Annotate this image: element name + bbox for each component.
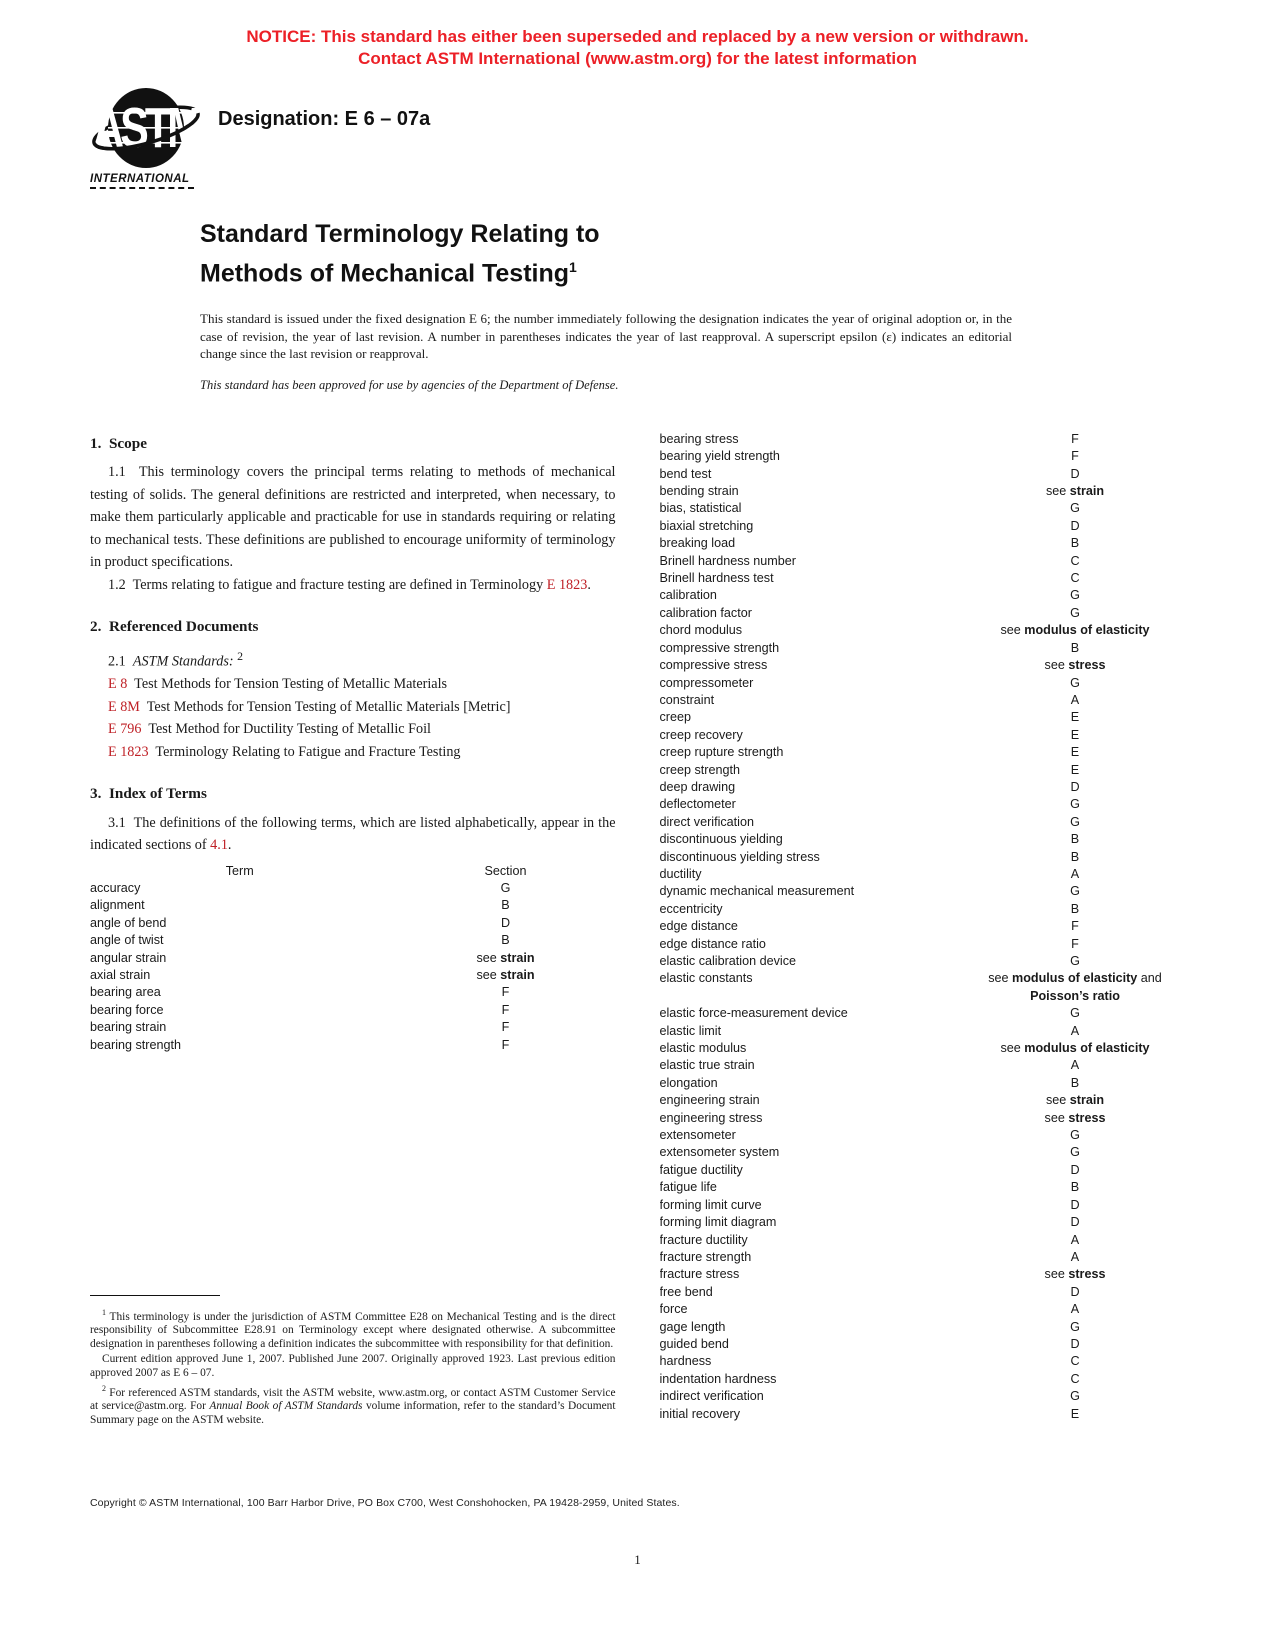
index-section: C xyxy=(1070,1371,1080,1386)
index-row xyxy=(660,1197,1186,1214)
index-term: bearing area xyxy=(90,985,161,1000)
scope-paragraph-1-2: 1.2 Terms relating to fatigue and fracture testing are defined in Terminology E 1823. xyxy=(108,576,591,593)
index-row xyxy=(660,1110,1186,1127)
index-term: edge distance xyxy=(659,919,738,934)
index-section: G xyxy=(1070,954,1080,969)
index-row xyxy=(90,897,616,914)
index-term: elastic calibration device xyxy=(659,954,797,969)
index-section: D xyxy=(1070,466,1080,481)
index-term: creep strength xyxy=(659,762,741,777)
index-term: indentation hardness xyxy=(659,1371,777,1386)
index-row xyxy=(660,1023,1186,1040)
index-row xyxy=(660,849,1186,866)
index-row xyxy=(90,915,616,932)
index-section: A xyxy=(1070,1302,1080,1317)
index-term: edge distance ratio xyxy=(659,936,766,951)
index-row xyxy=(660,762,1186,779)
scope-paragraph-1-1: 1.1 This terminology covers the principal terms relating to methods of mechanical testing of solids. The general definitions are restricted and interpreted, when necessary, to make them particularly applicable and practicable for use in standards requiring or relating to mechanical tests. These definitions are published to encourage uniformity of terminology in product specifications. xyxy=(90,464,616,571)
index-section: D xyxy=(1070,1284,1080,1299)
index-section: G xyxy=(1070,797,1080,812)
referenced-standards-list xyxy=(90,673,616,763)
index-section: A xyxy=(1070,1058,1080,1073)
index-row xyxy=(660,1005,1186,1022)
index-row xyxy=(660,1371,1186,1388)
index-row xyxy=(660,1284,1186,1301)
index-row xyxy=(660,657,1186,674)
supersession-notice xyxy=(0,0,1275,70)
index-term: angle of twist xyxy=(90,933,164,948)
index-section: G xyxy=(1070,884,1080,899)
index-row xyxy=(660,936,1186,953)
index-section: G xyxy=(1070,814,1080,829)
index-section: B xyxy=(1070,849,1080,864)
index-row xyxy=(660,727,1186,744)
index-row xyxy=(660,744,1186,761)
index-row xyxy=(660,1249,1186,1266)
index-term: bearing yield strength xyxy=(659,449,780,464)
scope-heading: 1. Scope xyxy=(90,434,147,452)
index-term: compressive stress xyxy=(659,658,768,673)
index-row xyxy=(660,448,1186,465)
index-term: engineering strain xyxy=(659,1093,760,1108)
index-section: E xyxy=(1070,710,1080,725)
index-section: F xyxy=(1071,919,1079,934)
index-section: see stress xyxy=(1044,658,1106,673)
index-row xyxy=(660,1075,1186,1092)
two-column-body xyxy=(90,431,1185,1429)
index-section: G xyxy=(1070,588,1080,603)
index-section: A xyxy=(1070,866,1080,881)
index-term: compressometer xyxy=(659,675,754,690)
index-table-right xyxy=(660,431,1186,1423)
index-section: F xyxy=(501,1037,510,1052)
astm-logo-subtext: INTERNATIONAL xyxy=(90,173,190,185)
index-section: F xyxy=(501,1002,510,1017)
astm-standards-subheading: 2.1 ASTM Standards: $^2$ xyxy=(108,648,244,670)
index-term: discontinuous yielding xyxy=(659,832,783,847)
index-section: F xyxy=(501,1020,510,1035)
index-row xyxy=(660,1057,1186,1074)
index-section: B xyxy=(1070,536,1080,551)
index-section: see stress xyxy=(1044,1267,1106,1282)
index-row xyxy=(90,984,616,1001)
index-row xyxy=(660,1214,1186,1231)
index-term: fatigue ductility xyxy=(659,1162,743,1177)
index-term: extensometer system xyxy=(659,1145,780,1160)
footnote-rule xyxy=(90,1295,220,1296)
index-term: fracture stress xyxy=(659,1267,740,1282)
index-term: Brinell hardness number xyxy=(659,553,797,568)
index-section: B xyxy=(501,933,510,948)
index-term: discontinuous yielding stress xyxy=(659,849,820,864)
index-row xyxy=(660,1353,1186,1370)
issue-note: This standard is issued under the fixed designation E 6; the number immediately following the designation indicates the year of original adoption or, in the case of revision, the year of last revision. A number in parentheses indicates the year of last reapproval. A superscript epsilon (ε) indicates an editorial change since the last revision or reapproval. xyxy=(200,311,1012,362)
notice-line-1: NOTICE: This standard has either been superseded and replaced by a new version or withdrawn. xyxy=(246,27,1029,46)
index-term: calibration factor xyxy=(659,605,752,620)
index-section: see strain xyxy=(1045,1093,1105,1108)
index-row xyxy=(660,535,1186,552)
standard-code-link[interactable]: E 1823 xyxy=(108,743,149,760)
index-row xyxy=(660,814,1186,831)
index-term: fracture ductility xyxy=(659,1232,748,1247)
index-section: see modulus of elasticity xyxy=(1000,623,1150,638)
index-term: creep xyxy=(659,710,692,725)
index-row xyxy=(660,1232,1186,1249)
page-title xyxy=(200,218,1185,290)
index-term: constraint xyxy=(659,692,715,707)
index-term: eccentricity xyxy=(659,901,723,916)
index-paragraph-3-1: 3.1 The definitions of the following terms, which are listed alphabetically, appear in the indicated sections of 4.1. xyxy=(90,814,616,854)
index-row xyxy=(660,1336,1186,1353)
standard-code-link[interactable]: E 8 xyxy=(108,676,128,693)
document-header xyxy=(90,86,1185,198)
astm-logo-icon xyxy=(90,86,202,172)
index-section: see strain xyxy=(476,950,535,965)
title-line-1: Standard Terminology Relating to xyxy=(200,220,600,248)
index-row xyxy=(660,918,1186,935)
index-term: axial strain xyxy=(90,968,151,982)
index-row xyxy=(660,1319,1186,1336)
link-e1823[interactable]: E 1823 xyxy=(546,576,588,593)
notice-line-2: Contact ASTM International (www.astm.org) for the latest information xyxy=(358,49,917,68)
index-row xyxy=(660,500,1186,517)
index-term: bending strain xyxy=(659,484,739,499)
index-term: bearing stress xyxy=(659,431,739,446)
link-4-1[interactable]: 4.1 xyxy=(210,837,228,854)
title-footnote-ref[interactable]: 1 xyxy=(569,259,577,275)
index-term: indirect verification xyxy=(659,1389,764,1404)
index-row xyxy=(660,1406,1186,1423)
index-section: see strain xyxy=(476,968,535,982)
index-row xyxy=(660,901,1186,918)
index-term: fracture strength xyxy=(659,1249,752,1264)
index-row xyxy=(660,587,1186,604)
index-section: B xyxy=(1070,901,1080,916)
index-row xyxy=(660,1266,1186,1283)
index-row xyxy=(90,950,616,967)
index-section: C xyxy=(1070,553,1080,568)
index-section: G xyxy=(1070,605,1080,620)
index-section: B xyxy=(1070,832,1080,847)
index-section: E xyxy=(1070,727,1080,742)
footnote-1-edition: Current edition approved June 1, 2007. Published June 2007. Originally approved 1923. Last previous edition approved 2007 as E 6 – 07. xyxy=(90,1353,616,1379)
index-row xyxy=(660,553,1186,570)
index-section: F xyxy=(1071,936,1079,951)
index-section: E xyxy=(1070,1406,1080,1421)
index-row xyxy=(660,466,1186,483)
index-row xyxy=(660,1127,1186,1144)
dod-approval-note: This standard has been approved for use by agencies of the Department of Defense. xyxy=(200,377,619,392)
index-row xyxy=(90,880,616,897)
index-section: see strain xyxy=(1045,484,1105,499)
index-term: elastic modulus xyxy=(659,1041,747,1056)
index-section: F xyxy=(1071,449,1079,464)
index-row xyxy=(660,1092,1186,1109)
index-term: creep recovery xyxy=(659,727,743,742)
logo-dashed-rule xyxy=(90,187,194,189)
index-row xyxy=(660,1388,1186,1405)
index-section: A xyxy=(1070,692,1080,707)
designation-label: Designation: E 6 – 07a xyxy=(218,108,431,130)
index-term: calibration xyxy=(659,588,717,603)
index-row xyxy=(660,1162,1186,1179)
svg-text:ASTM: ASTM xyxy=(93,95,199,160)
index-row xyxy=(660,831,1186,848)
index-row xyxy=(90,1019,616,1036)
index-row xyxy=(660,622,1186,639)
footnote-2: $^2$ For referenced ASTM standards, visit the ASTM website, www.astm.org, or contact ASTM Customer Service at service@astm.org. For Annual Book of ASTM Standards volume information, refer to the standard’s Document Summary page on the ASTM website. xyxy=(90,1383,616,1427)
index-section: see modulus of elasticity and Poisson’s ratio xyxy=(988,971,1162,1003)
index-term: compressive strength xyxy=(659,640,780,655)
index-section: G xyxy=(1070,501,1080,516)
referenced-standard xyxy=(108,696,616,719)
index-term: elongation xyxy=(659,1075,718,1090)
standard-code-link[interactable]: E 8M xyxy=(108,698,140,715)
index-section: see modulus of elasticity xyxy=(1000,1041,1150,1056)
index-row xyxy=(660,1301,1186,1318)
index-term: creep rupture strength xyxy=(659,745,784,760)
index-term: hardness xyxy=(659,1354,712,1369)
index-row xyxy=(660,779,1186,796)
index-row xyxy=(660,1040,1186,1057)
index-term: dynamic mechanical measurement xyxy=(659,884,855,899)
index-section: D xyxy=(1070,1336,1080,1351)
index-row xyxy=(660,953,1186,970)
index-section: A xyxy=(1070,1249,1080,1264)
index-row xyxy=(660,796,1186,813)
referenced-documents-heading: 2. Referenced Documents xyxy=(90,618,259,636)
index-row xyxy=(90,932,616,949)
footnote-2-ref[interactable]: 2 xyxy=(237,648,244,663)
index-row xyxy=(660,570,1186,587)
left-column xyxy=(90,431,616,1429)
index-column-term: Term xyxy=(225,863,254,878)
index-term: free bend xyxy=(659,1284,713,1299)
index-section: A xyxy=(1070,1232,1080,1247)
copyright-line: Copyright © ASTM International, 100 Barr Harbor Drive, PO Box C700, West Conshohocken, PA 19428-2959, United States. xyxy=(90,1497,680,1509)
index-column-section: Section xyxy=(484,863,527,878)
index-section: G xyxy=(1070,1006,1080,1021)
index-term: chord modulus xyxy=(659,623,743,638)
index-row xyxy=(660,483,1186,500)
index-section: G xyxy=(1070,1319,1080,1334)
index-term: elastic true strain xyxy=(659,1058,755,1073)
index-term: bias, statistical xyxy=(659,501,742,516)
footnotes-block xyxy=(90,1295,616,1429)
index-section: E xyxy=(1070,762,1080,777)
index-table-left xyxy=(90,863,616,1054)
index-term: gage length xyxy=(659,1319,726,1334)
index-term: bearing strength xyxy=(90,1037,182,1052)
index-section: B xyxy=(1070,1180,1080,1195)
index-section: F xyxy=(501,985,510,1000)
index-section: D xyxy=(1070,779,1080,794)
footnote-1: $^1$ This terminology is under the jurisdiction of ASTM Committee E28 on Mechanical Testing and is the direct responsibility of Subcommittee E28.91 on Terminology except where designated otherwise. A subcommittee designation in parentheses following a definition indicates the subcommittee with responsibility for that definition. xyxy=(90,1307,616,1351)
index-term: ductility xyxy=(659,866,702,881)
index-section: G xyxy=(500,880,511,895)
index-section: A xyxy=(1070,1023,1080,1038)
index-section: D xyxy=(1070,1215,1080,1230)
index-term: elastic force-measurement device xyxy=(659,1006,848,1021)
index-term: deep drawing xyxy=(659,779,736,794)
index-row xyxy=(90,1002,616,1019)
index-row xyxy=(660,605,1186,622)
index-row xyxy=(660,692,1186,709)
index-row xyxy=(660,431,1186,448)
index-section: G xyxy=(1070,1389,1080,1404)
index-section: B xyxy=(1070,1075,1080,1090)
index-row xyxy=(90,967,616,984)
index-section: C xyxy=(1070,571,1080,586)
index-section: D xyxy=(1070,1197,1080,1212)
referenced-standard xyxy=(108,741,616,764)
index-row xyxy=(660,1179,1186,1196)
index-term: initial recovery xyxy=(659,1406,740,1421)
index-term: Brinell hardness test xyxy=(659,571,774,586)
index-row xyxy=(660,675,1186,692)
index-term: alignment xyxy=(90,898,145,913)
index-term: bearing force xyxy=(90,1002,164,1017)
index-term: bearing strain xyxy=(90,1020,167,1035)
index-row xyxy=(660,970,1186,1005)
index-section: E xyxy=(1070,745,1080,760)
index-rows-left xyxy=(90,880,616,1054)
index-section: D xyxy=(500,915,511,930)
index-row xyxy=(660,709,1186,726)
index-section: G xyxy=(1070,1128,1080,1143)
index-term: forming limit curve xyxy=(659,1197,762,1212)
index-row xyxy=(660,1144,1186,1161)
standard-title: Test Methods for Tension Testing of Metallic Materials [Metric] xyxy=(139,698,511,715)
footnotes xyxy=(90,1306,616,1428)
index-term: elastic limit xyxy=(659,1023,722,1038)
index-term: breaking load xyxy=(659,536,736,551)
index-row xyxy=(660,866,1186,883)
right-column xyxy=(660,431,1186,1429)
standard-title: Test Method for Ductility Testing of Metallic Foil xyxy=(141,721,431,738)
referenced-standard xyxy=(108,673,616,696)
index-of-terms-heading: 3. Index of Terms xyxy=(90,785,207,803)
index-row xyxy=(660,518,1186,535)
referenced-standard xyxy=(108,718,616,741)
index-section: see stress xyxy=(1044,1110,1106,1125)
index-term: force xyxy=(659,1302,688,1317)
standard-title: Test Methods for Tension Testing of Metallic Materials xyxy=(127,676,448,693)
index-row xyxy=(660,883,1186,900)
index-term: biaxial stretching xyxy=(659,518,754,533)
index-term: angle of bend xyxy=(90,915,167,930)
standard-title: Terminology Relating to Fatigue and Fracture Testing xyxy=(148,743,461,760)
index-section: F xyxy=(1071,431,1079,446)
index-term: bend test xyxy=(659,466,712,481)
index-term: angular strain xyxy=(90,950,167,965)
index-section: B xyxy=(501,898,510,913)
index-term: engineering stress xyxy=(659,1110,763,1125)
index-term: guided bend xyxy=(659,1336,729,1351)
title-line-2: Methods of Mechanical Testing$^1$ xyxy=(200,259,577,288)
index-row xyxy=(660,640,1186,657)
index-term: fatigue life xyxy=(659,1180,717,1195)
standard-code-link[interactable]: E 796 xyxy=(108,721,142,738)
index-term: forming limit diagram xyxy=(659,1215,777,1230)
index-rows-right xyxy=(660,431,1186,1423)
index-term: deflectometer xyxy=(659,797,736,812)
index-section: B xyxy=(1070,640,1080,655)
index-term: direct verification xyxy=(659,814,754,829)
index-term: elastic constants xyxy=(659,971,753,986)
index-term: extensometer xyxy=(659,1128,736,1143)
index-section: D xyxy=(1070,1162,1080,1177)
astm-logo xyxy=(90,86,208,189)
index-term: accuracy xyxy=(90,880,141,895)
index-section: G xyxy=(1070,675,1080,690)
index-section: G xyxy=(1070,1145,1080,1160)
page-number: 1 xyxy=(634,1552,641,1567)
index-section: D xyxy=(1070,518,1080,533)
index-section: C xyxy=(1070,1354,1080,1369)
index-row xyxy=(90,1037,616,1054)
index-table-header xyxy=(90,863,616,880)
